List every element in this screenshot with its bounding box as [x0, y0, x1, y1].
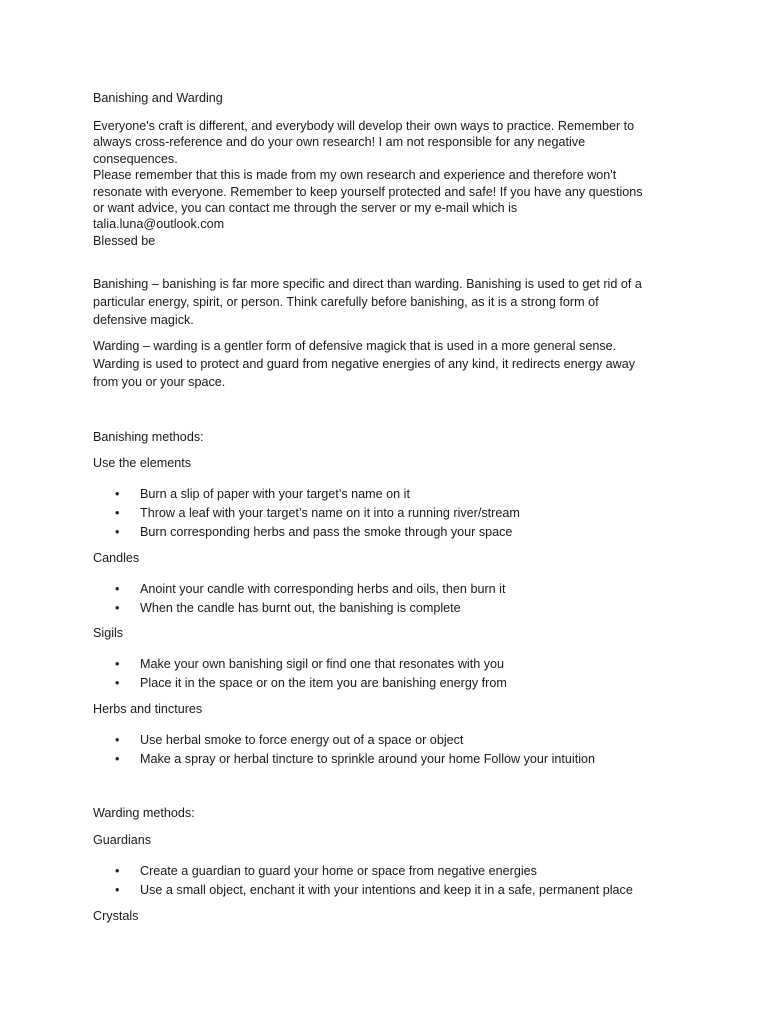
list-item	[93, 674, 507, 693]
bullet-icon: •	[115, 524, 120, 539]
group-title-guardians: Guardians	[93, 833, 152, 847]
bullet-list-elements	[93, 485, 520, 541]
intro-line: Everyone's craft is different, and everybody will develop their own ways to practice. Remember to	[93, 119, 635, 133]
list-item-text: Make your own banishing sigil or find one that resonates with you	[140, 657, 505, 671]
bullet-icon: •	[115, 864, 120, 878]
list-item	[93, 485, 520, 504]
definition-line: from you or your space.	[93, 374, 226, 389]
list-item-text: Burn a slip of paper with your target’s name on it	[140, 487, 410, 501]
intro-line: Please remember that this is made from my own research and experience and therefore won't	[93, 168, 617, 183]
banishing-methods-heading: Banishing methods:	[93, 430, 204, 444]
bullet-icon: •	[115, 487, 120, 501]
list-item	[93, 655, 507, 674]
group-title-crystals: Crystals	[93, 909, 139, 923]
list-item-text: Anoint your candle with corresponding herbs and oils, then burn it	[140, 582, 506, 596]
bullet-icon: •	[115, 882, 120, 897]
list-item	[93, 881, 633, 900]
definition-line: Warding – warding is a gentler form of defensive magick that is used in a more general sense.	[93, 339, 617, 353]
intro-paragraph	[93, 118, 693, 249]
intro-line: Blessed be	[93, 233, 156, 248]
definition-line: defensive magick.	[93, 312, 194, 327]
list-item-text: Use a small object, enchant it with your intentions and keep it in a safe, permanent place	[140, 882, 633, 897]
document-title: Banishing and Warding	[93, 91, 223, 105]
warding-definition	[93, 338, 693, 391]
bullet-list-guardians	[93, 862, 633, 900]
list-item	[93, 731, 595, 750]
list-item-text: When the candle has burnt out, the banishing is complete	[140, 600, 461, 615]
intro-line: resonate with everyone. Remember to keep yourself protected and safe! If you have any questions	[93, 184, 643, 199]
warding-methods-heading: Warding methods:	[93, 806, 195, 820]
bullet-list-sigils	[93, 655, 507, 693]
list-item	[93, 504, 520, 523]
contact-email: talia.luna@outlook.com	[93, 217, 225, 232]
list-item	[93, 862, 633, 881]
list-item-text: Place it in the space or on the item you are banishing energy from	[140, 675, 507, 690]
bullet-list-herbs	[93, 731, 595, 769]
list-item-text: Throw a leaf with your target’s name on it into a running river/stream	[140, 505, 520, 520]
bullet-icon: •	[115, 657, 120, 671]
intro-line: or want advice, you can contact me through the server or my e-mail which is	[93, 201, 518, 216]
bullet-icon: •	[115, 600, 120, 615]
list-item-text: Make a spray or herbal tincture to sprinkle around your home Follow your intuition	[140, 751, 595, 766]
bullet-list-candles	[93, 580, 505, 618]
definition-line: Warding is used to protect and guard from negative energies of any kind, it redirects energy away	[93, 356, 636, 371]
list-item-text: Use herbal smoke to force energy out of a space or object	[140, 733, 464, 747]
intro-line: always cross-reference and do your own research! I am not responsible for any negative	[93, 135, 586, 150]
intro-line: consequences.	[93, 151, 178, 166]
list-item	[93, 599, 505, 618]
banishing-definition	[93, 276, 693, 329]
bullet-icon: •	[115, 505, 120, 520]
definition-line: Banishing – banishing is far more specific and direct than warding. Banishing is used to get rid of a	[93, 277, 642, 291]
group-title-herbs: Herbs and tinctures	[93, 702, 203, 716]
bullet-icon: •	[115, 675, 120, 690]
group-title-elements: Use the elements	[93, 456, 192, 470]
list-item	[93, 750, 595, 769]
bullet-icon: •	[115, 582, 120, 596]
group-title-sigils: Sigils	[93, 626, 124, 640]
list-item	[93, 580, 505, 599]
group-title-candles: Candles	[93, 551, 140, 565]
definition-line: particular energy, spirit, or person. Think carefully before banishing, as it is a strong form of	[93, 294, 599, 309]
list-item-text: Burn corresponding herbs and pass the smoke through your space	[140, 524, 513, 539]
list-item-text: Create a guardian to guard your home or space from negative energies	[140, 864, 537, 878]
bullet-icon: •	[115, 751, 120, 766]
bullet-icon: •	[115, 733, 120, 747]
list-item	[93, 523, 520, 542]
